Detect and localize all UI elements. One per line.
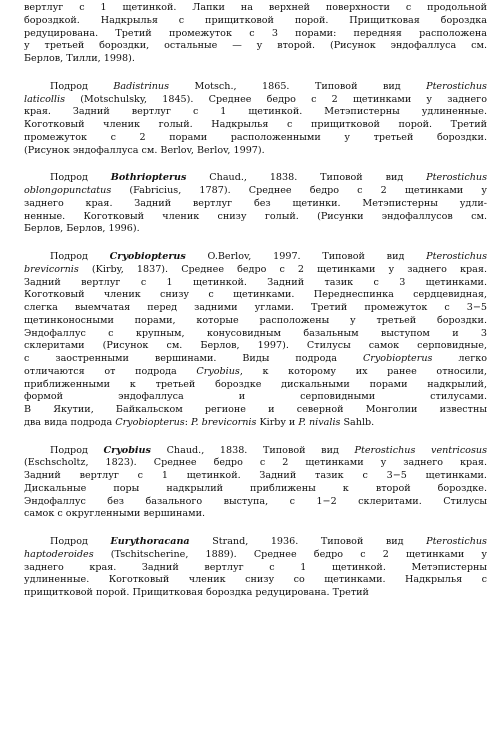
text-run: Sahlb. bbox=[340, 416, 375, 428]
text-run: редуцирована. Третий промежуток с 3 порами: передняя расположена bbox=[24, 27, 487, 39]
taxon-name: Pterostichus bbox=[426, 172, 487, 184]
text-line bbox=[24, 28, 487, 41]
text-run: Коготковый членик голый. Надкрылья с прищитковой порой. Третий bbox=[24, 119, 487, 130]
text-run: Коготковый членик снизу с щетинками. Переднеспинка сердцевидная, bbox=[24, 289, 487, 301]
text-line bbox=[24, 251, 487, 264]
paragraph-bothriopterus bbox=[24, 172, 487, 236]
text-run: Задний вертлуг с 1 щетинкой. Задний тазик с 3 щетинками. bbox=[24, 276, 487, 288]
text-run: края. Задний вертлуг с 1 щетинкой. Метэпистерны удлиненные. bbox=[24, 106, 487, 118]
paragraph-eurythoracana bbox=[24, 536, 487, 600]
taxon-name: Bothriopterus bbox=[110, 172, 187, 184]
taxon-name: P. nivalis bbox=[298, 416, 341, 428]
paragraph-cryobiopterus bbox=[24, 251, 487, 430]
text-run: (Tschitscherine, 1889). Среднее бедро с 2 щетинками у bbox=[93, 548, 487, 560]
text-line bbox=[24, 536, 487, 549]
text-run: (Motschulsky, 1845). Среднее бедро с 2 щетинками у заднего bbox=[65, 93, 487, 105]
paragraph-cryobius bbox=[24, 445, 487, 522]
paragraph-gap bbox=[24, 521, 487, 536]
taxon-name: Eurythoracana bbox=[110, 536, 190, 547]
taxon-name: Cryobiopterus bbox=[115, 416, 185, 428]
text-run: Дискальные поры надкрылий приближены к второй бороздке. bbox=[24, 482, 487, 494]
text-line bbox=[24, 353, 487, 366]
text-line bbox=[24, 119, 487, 132]
text-line bbox=[24, 496, 487, 509]
text-line bbox=[24, 417, 487, 430]
text-run: Задний вертлуг с 1 щетинкой. Задний тазик с 3−5 щетинками. bbox=[24, 470, 487, 481]
text-line bbox=[24, 289, 487, 302]
paragraph-gap bbox=[24, 157, 487, 172]
text-run: Подрод bbox=[50, 251, 110, 262]
text-run: Берлов, Тилли, 1998). bbox=[24, 53, 135, 64]
text-line bbox=[24, 315, 487, 328]
text-line bbox=[24, 132, 487, 145]
taxon-name: brevicornis bbox=[24, 263, 79, 275]
text-run: формой эндофаллуса и серповидными стилусами. bbox=[24, 391, 487, 403]
taxon-name: laticollis bbox=[24, 93, 65, 105]
taxon-name: Pterostichus bbox=[426, 536, 487, 547]
text-line bbox=[24, 302, 487, 315]
taxon-name: Pterostichus ventricosus bbox=[354, 444, 487, 456]
text-run: : bbox=[184, 416, 192, 428]
text-run: Эндофаллус с крупным, конусовидным базальным выступом и 3 bbox=[24, 327, 487, 339]
text-line bbox=[24, 277, 487, 290]
text-line bbox=[24, 379, 487, 392]
text-run: у третьей бороздки, остальные — у второй. (Рисунок эндофаллуса см. bbox=[24, 40, 487, 52]
text-line bbox=[24, 404, 487, 417]
taxon-name: Cryobius bbox=[196, 365, 240, 377]
taxon-name: Pterostichus bbox=[426, 80, 487, 92]
text-line bbox=[24, 470, 487, 483]
text-run: отличаются от подрода bbox=[24, 365, 197, 377]
text-line bbox=[24, 366, 487, 379]
text-line bbox=[24, 457, 487, 470]
text-line bbox=[24, 40, 487, 53]
text-line bbox=[24, 445, 487, 458]
text-run: склеритами (Рисунок см. Берлов, 1997). Стилусы самок серповидные, bbox=[24, 340, 487, 352]
text-run: (Рисунок эндофаллуса см. Berlov, Berlov, 1997). bbox=[24, 144, 265, 156]
taxon-name: P. brevicornis bbox=[191, 416, 257, 428]
text-run: (Kirby, 1837). Среднее бедро с 2 щетинками у заднего края. bbox=[78, 263, 487, 275]
text-line bbox=[24, 549, 487, 562]
text-run: Подрод bbox=[50, 172, 111, 184]
taxon-name: Cryobiopterus bbox=[362, 353, 433, 364]
paragraph-badistrinus bbox=[24, 81, 487, 158]
text-line bbox=[24, 94, 487, 107]
paragraph-continued bbox=[24, 2, 487, 66]
text-line bbox=[24, 328, 487, 341]
text-line bbox=[24, 508, 487, 521]
text-run: заднего края. Задний вертлуг с 1 щетинкой. Метэпистерны bbox=[24, 561, 487, 573]
text-run: промежуток с 2 порами расположенными у третьей бороздки. bbox=[24, 131, 487, 143]
text-run: легко bbox=[432, 353, 487, 364]
text-run: Kirby и bbox=[256, 416, 299, 428]
text-run: В Якутии, Байкальском регионе и северной Монголии известны bbox=[24, 404, 487, 415]
text-run: вертлуг с 1 щетинкой. Лапки на верхней поверхности с продольной bbox=[24, 2, 487, 13]
text-run: самок с округленными вершинами. bbox=[24, 508, 206, 520]
text-run: удлиненные. Коготковый членик снизу со щетинками. Надкрылья с bbox=[24, 574, 487, 586]
text-line bbox=[24, 198, 487, 211]
text-line bbox=[24, 185, 487, 198]
text-line bbox=[24, 53, 487, 66]
text-run: (Fabricius, 1787). Среднее бедро с 2 щетинками у bbox=[111, 185, 487, 196]
text-run: O.Berlov, 1997. Типовой вид bbox=[185, 251, 427, 262]
text-line bbox=[24, 211, 487, 224]
text-run: Chaud., 1838. Типовой вид bbox=[186, 172, 427, 184]
text-run: ненные. Коготковый членик снизу голый. (Рисунки эндофаллусов см. bbox=[24, 210, 487, 222]
text-run: прищитковой порой. Прищитковая бороздка редуцирована. Третий bbox=[24, 587, 369, 598]
text-run: заднего края. Задний вертлуг без щетинки. Метэпистерны удли- bbox=[24, 197, 487, 209]
text-run: с заостренными вершинами. Виды подрода bbox=[24, 353, 363, 364]
text-run: Strand, 1936. Типовой вид bbox=[189, 536, 427, 547]
taxon-name: Cryobius bbox=[103, 444, 151, 456]
text-line bbox=[24, 587, 487, 600]
taxon-name: Pterostichus bbox=[426, 251, 487, 262]
taxon-name: Cryobiopterus bbox=[109, 251, 186, 262]
text-line bbox=[24, 223, 487, 236]
paragraph-gap bbox=[24, 66, 487, 81]
text-run: Берлов, Берлов, 1996). bbox=[24, 223, 140, 235]
text-run: приближенными к третьей бороздке дискальными порами надкрылий, bbox=[24, 378, 487, 390]
text-line bbox=[24, 2, 487, 15]
text-run: два вида подрода bbox=[24, 416, 116, 428]
text-run: (Eschscholtz, 1823). Среднее бедро с 2 щетинками у заднего края. bbox=[24, 457, 487, 469]
text-run: слегка выемчатая перед задними углами. Третий промежуток с 3−5 bbox=[24, 302, 487, 313]
text-line bbox=[24, 483, 487, 496]
text-run: щетинконосными порами, которые расположены у третьей бороздки. bbox=[24, 314, 487, 326]
taxon-name: haptoderoides bbox=[24, 548, 94, 560]
text-run: Motsch., 1865. Типовой вид bbox=[169, 80, 427, 92]
paragraph-gap bbox=[24, 236, 487, 251]
text-line bbox=[24, 106, 487, 119]
text-run: бороздкой. Надкрылья с прищитковой порой. Прищитковая бороздка bbox=[24, 14, 487, 26]
text-line bbox=[24, 562, 487, 575]
text-line bbox=[24, 15, 487, 28]
text-line bbox=[24, 264, 487, 277]
paragraph-gap bbox=[24, 430, 487, 445]
text-line bbox=[24, 145, 487, 158]
text-run: Подрод bbox=[50, 444, 104, 456]
text-run: Эндофаллус без базального выступа, с 1−2 склеритами. Стилусы bbox=[24, 495, 487, 507]
text-line bbox=[24, 574, 487, 587]
text-line bbox=[24, 340, 487, 353]
text-run: , к которому их ранее относили, bbox=[239, 365, 487, 377]
text-line bbox=[24, 172, 487, 185]
taxon-name: Badistrinus bbox=[113, 80, 170, 92]
text-line bbox=[24, 391, 487, 404]
taxon-name: oblongopunctatus bbox=[24, 185, 112, 196]
text-run: Chaud., 1838. Типовой вид bbox=[150, 444, 355, 456]
text-line bbox=[24, 81, 487, 94]
text-run: Подрод bbox=[50, 536, 111, 547]
text-run: Подрод bbox=[50, 80, 114, 92]
